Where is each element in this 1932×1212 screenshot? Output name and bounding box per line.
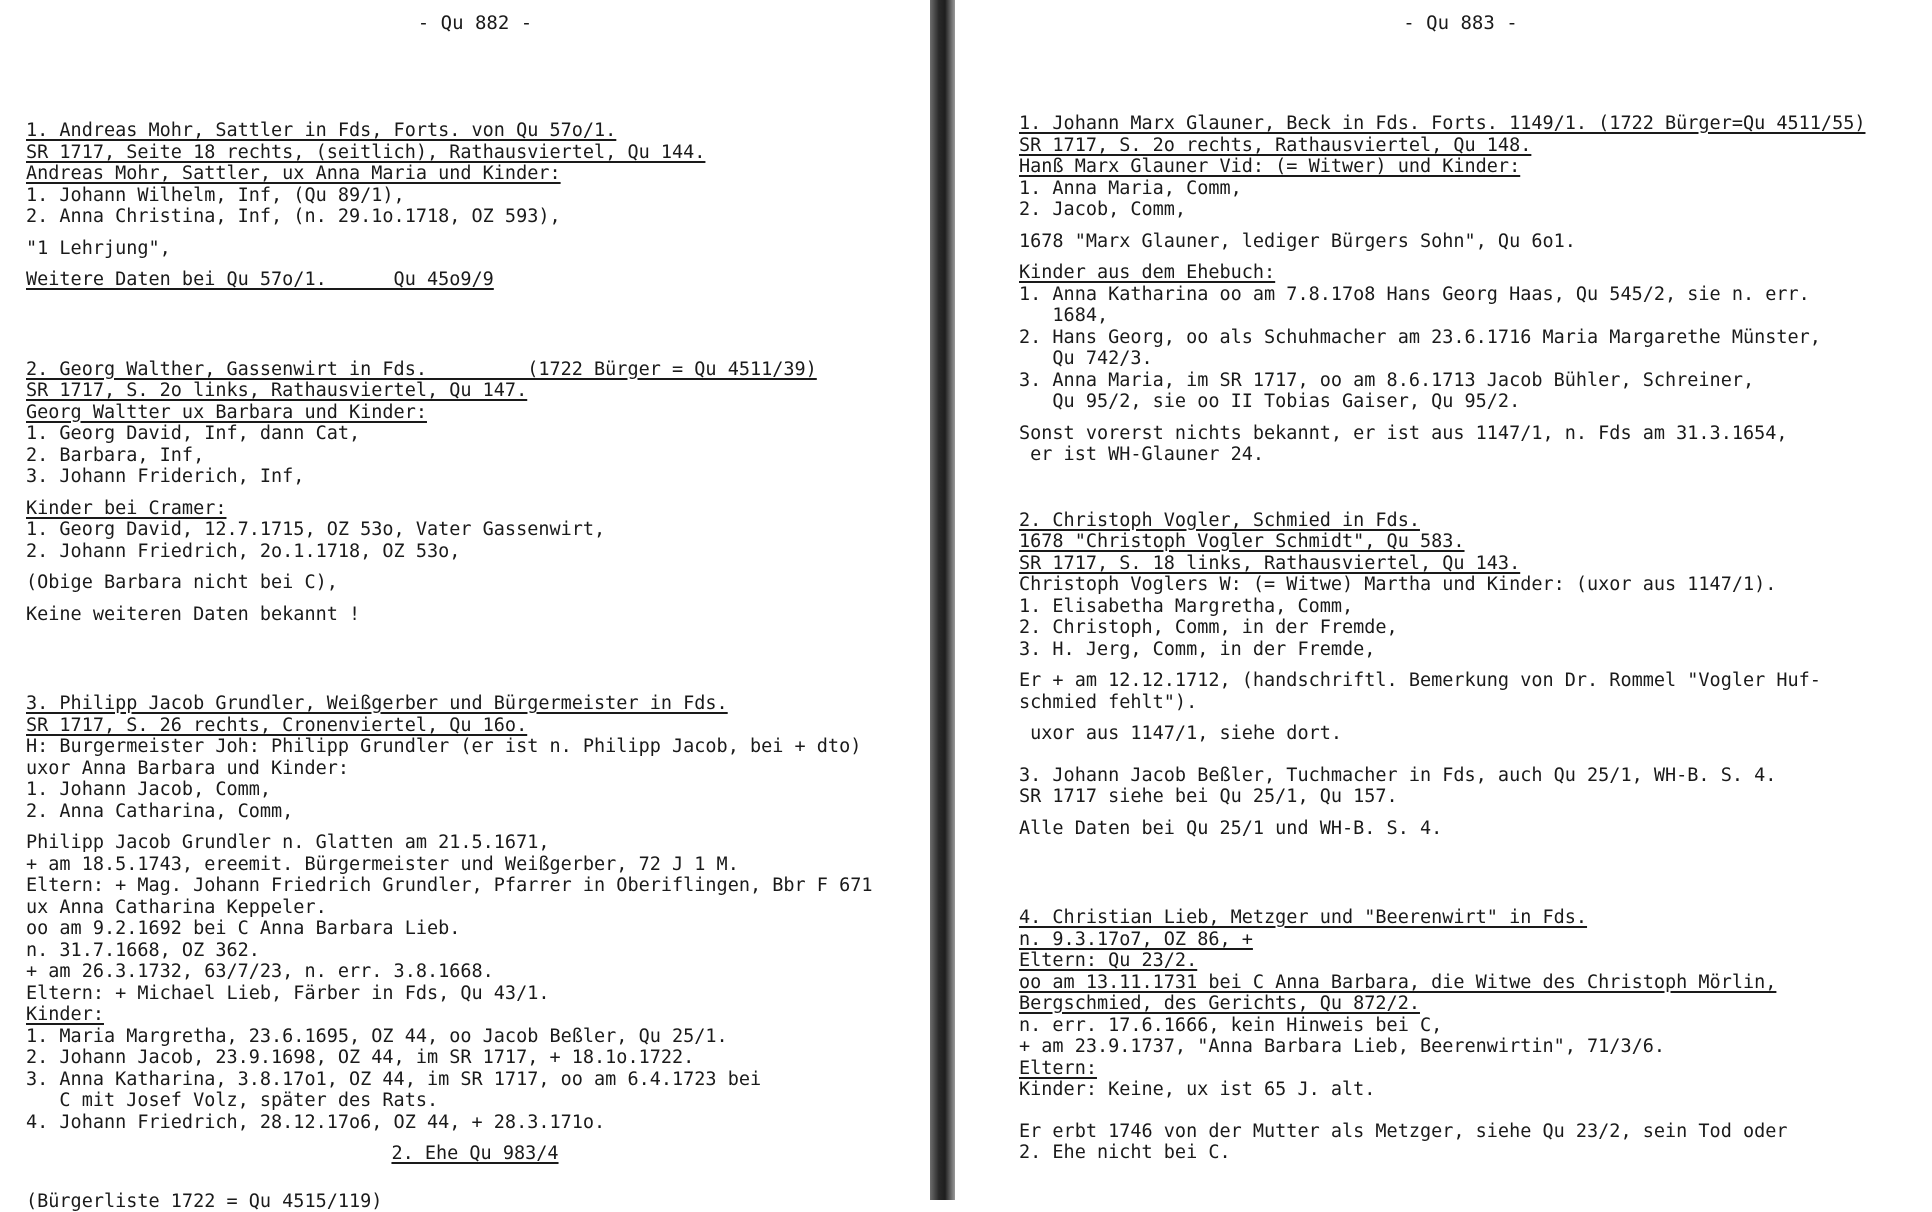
entry-line: 1. Anna Katharina oo am 7.8.17o8 Hans Georg Haas, Qu 545/2, sie n. err. bbox=[1019, 284, 1902, 306]
entry-line: oo am 13.11.1731 bei C Anna Barbara, die Witwe des Christoph Mörlin, bbox=[1019, 972, 1902, 994]
entry-line: + am 26.3.1732, 63/7/23, n. err. 3.8.1668. bbox=[26, 961, 924, 983]
entry-line: 3. Anna Katharina, 3.8.17o1, OZ 44, im SR 1717, oo am 6.4.1723 bei bbox=[26, 1069, 924, 1091]
entry-note: 1678 "Marx Glauner, lediger Bürgers Sohn", Qu 6o1. bbox=[1019, 231, 1902, 253]
left-page bbox=[0, 0, 930, 1200]
entry-line: 1. Johann Wilhelm, Inf, (Qu 89/1), bbox=[26, 185, 924, 207]
entry-line: Kinder aus dem Ehebuch: bbox=[1019, 262, 1902, 284]
entry-line: er ist WH-Glauner 24. bbox=[1019, 444, 1902, 466]
entry-line: 2. Barbara, Inf, bbox=[26, 445, 924, 467]
entry-line: SR 1717, S. 26 rechts, Cronenviertel, Qu 16o. bbox=[26, 715, 924, 737]
entry-line: Qu 95/2, sie oo II Tobias Gaiser, Qu 95/2. bbox=[1019, 391, 1902, 413]
entry-line: 3. Johann Friderich, Inf, bbox=[26, 466, 924, 488]
entry-line: 1. Johann Jacob, Comm, bbox=[26, 779, 924, 801]
entry-line: 1684, bbox=[1019, 305, 1902, 327]
entry-note bbox=[26, 1143, 924, 1165]
entry-line: SR 1717 siehe bei Qu 25/1, Qu 157. bbox=[1019, 786, 1902, 808]
entry-line: 2. Anna Catharina, Comm, bbox=[26, 801, 924, 823]
entry-line: 3. H. Jerg, Comm, in der Fremde, bbox=[1019, 639, 1902, 661]
entry-line: 2. Jacob, Comm, bbox=[1019, 199, 1902, 221]
right-page bbox=[955, 0, 1932, 1200]
entry-line: 1. Maria Margretha, 23.6.1695, OZ 44, oo Jacob Beßler, Qu 25/1. bbox=[26, 1026, 924, 1048]
entry-line: 1. Elisabetha Margretha, Comm, bbox=[1019, 596, 1902, 618]
entry-note: uxor aus 1147/1, siehe dort. bbox=[1019, 723, 1902, 745]
entry-line: 2. Hans Georg, oo als Schuhmacher am 23.6.1716 Maria Margarethe Münster, bbox=[1019, 327, 1902, 349]
entry-christian-lieb bbox=[1019, 907, 1902, 1164]
entry-line: 1678 "Christoph Vogler Schmidt", Qu 583. bbox=[1019, 531, 1902, 553]
entry-line: 2. Johann Jacob, 23.9.1698, OZ 44, im SR 1717, + 18.1o.1722. bbox=[26, 1047, 924, 1069]
entry-line: Qu 742/3. bbox=[1019, 348, 1902, 370]
entry-line: H: Burgermeister Joh: Philipp Grundler (er ist n. Philipp Jacob, bei + dto) bbox=[26, 736, 924, 758]
entry-line: Kinder: bbox=[26, 1004, 924, 1026]
entry-andreas-mohr bbox=[26, 120, 924, 291]
entry-line: Sonst vorerst nichts bekannt, er ist aus 1147/1, n. Fds am 31.3.1654, bbox=[1019, 423, 1902, 445]
entry-note: Keine weiteren Daten bekannt ! bbox=[26, 604, 924, 626]
entry-line: 1. Johann Marx Glauner, Beck in Fds. Forts. 1149/1. (1722 Bürger=Qu 4511/55) bbox=[1019, 113, 1902, 135]
entry-christoph-vogler bbox=[1019, 510, 1902, 745]
book-gutter bbox=[930, 0, 955, 1200]
entry-line: + am 23.9.1737, "Anna Barbara Lieb, Beerenwirtin", 71/3/6. bbox=[1019, 1036, 1902, 1058]
second-marriage-ref: 2. Ehe Qu 983/4 bbox=[391, 1143, 558, 1164]
entry-line: 1. Anna Maria, Comm, bbox=[1019, 178, 1902, 200]
entry-line: oo am 9.2.1692 bei C Anna Barbara Lieb. bbox=[26, 918, 924, 940]
entry-line: Georg Waltter ux Barbara und Kinder: bbox=[26, 402, 924, 424]
entry-line: Eltern: Qu 23/2. bbox=[1019, 950, 1902, 972]
entry-line: SR 1717, S. 18 links, Rathausviertel, Qu 143. bbox=[1019, 553, 1902, 575]
entry-johann-marx-glauner bbox=[1019, 113, 1902, 466]
entry-line: C mit Josef Volz, später des Rats. bbox=[26, 1090, 924, 1112]
entry-line: 2. Georg Walther, Gassenwirt in Fds. (1722 Bürger = Qu 4511/39) bbox=[26, 359, 924, 381]
entry-line: ux Anna Catharina Keppeler. bbox=[26, 897, 924, 919]
entry-line: Kinder: Keine, ux ist 65 J. alt. bbox=[1019, 1079, 1902, 1101]
entry-line: Andreas Mohr, Sattler, ux Anna Maria und Kinder: bbox=[26, 163, 924, 185]
entry-philipp-jacob-grundler bbox=[26, 693, 924, 1212]
entry-line: Eltern: + Michael Lieb, Färber in Fds, Qu 43/1. bbox=[26, 983, 924, 1005]
entry-note: "1 Lehrjung", bbox=[26, 238, 924, 260]
entry-line: Philipp Jacob Grundler n. Glatten am 21.5.1671, bbox=[26, 832, 924, 854]
entry-line: 2. Anna Christina, Inf, (n. 29.1o.1718, OZ 593), bbox=[26, 206, 924, 228]
entry-line: + am 18.5.1743, ereemit. Bürgermeister und Weißgerber, 72 J 1 M. bbox=[26, 854, 924, 876]
entry-line: 2. Johann Friedrich, 2o.1.1718, OZ 53o, bbox=[26, 541, 924, 563]
entry-johann-jacob-bessler bbox=[1019, 765, 1902, 840]
entry-line: 3. Philipp Jacob Grundler, Weißgerber und Bürgermeister in Fds. bbox=[26, 693, 924, 715]
entry-line: 2. Christoph Vogler, Schmied in Fds. bbox=[1019, 510, 1902, 532]
entry-line: 3. Johann Jacob Beßler, Tuchmacher in Fds, auch Qu 25/1, WH-B. S. 4. bbox=[1019, 765, 1902, 787]
entry-line: 1. Georg David, 12.7.1715, OZ 53o, Vater Gassenwirt, bbox=[26, 519, 924, 541]
entry-line: uxor Anna Barbara und Kinder: bbox=[26, 758, 924, 780]
entry-footer: (Bürgerliste 1722 = Qu 4515/119) bbox=[26, 1191, 924, 1212]
entry-note: Weitere Daten bei Qu 57o/1. Qu 45o9/9 bbox=[26, 269, 924, 291]
entry-line: Bergschmied, des Gerichts, Qu 872/2. bbox=[1019, 993, 1902, 1015]
entry-line: 4. Johann Friedrich, 28.12.17o6, OZ 44, + 28.3.171o. bbox=[26, 1112, 924, 1134]
entry-line: Er + am 12.12.1712, (handschriftl. Bemerkung von Dr. Rommel "Vogler Huf- bbox=[1019, 670, 1902, 692]
entry-line: 2. Christoph, Comm, in der Fremde, bbox=[1019, 617, 1902, 639]
entry-line: Er erbt 1746 von der Mutter als Metzger, siehe Qu 23/2, sein Tod oder bbox=[1019, 1121, 1902, 1143]
entry-note: (Obige Barbara nicht bei C), bbox=[26, 572, 924, 594]
page-number-left: - Qu 882 - bbox=[26, 12, 924, 34]
entry-line: Eltern: bbox=[1019, 1058, 1902, 1080]
entry-line: Christoph Voglers W: (= Witwe) Martha und Kinder: (uxor aus 1147/1). bbox=[1019, 574, 1902, 596]
entry-note: Alle Daten bei Qu 25/1 und WH-B. S. 4. bbox=[1019, 818, 1902, 840]
entry-line: SR 1717, Seite 18 rechts, (seitlich), Rathausviertel, Qu 144. bbox=[26, 142, 924, 164]
entry-line: Hanß Marx Glauner Vid: (= Witwer) und Kinder: bbox=[1019, 156, 1902, 178]
entry-line: SR 1717, S. 2o links, Rathausviertel, Qu 147. bbox=[26, 380, 924, 402]
entry-georg-walther bbox=[26, 359, 924, 626]
entry-line: n. 31.7.1668, OZ 362. bbox=[26, 940, 924, 962]
page-number-right: - Qu 883 - bbox=[1019, 12, 1902, 34]
entry-line: n. err. 17.6.1666, kein Hinweis bei C, bbox=[1019, 1015, 1902, 1037]
entry-line: n. 9.3.17o7, OZ 86, + bbox=[1019, 929, 1902, 951]
entry-line: 4. Christian Lieb, Metzger und "Beerenwirt" in Fds. bbox=[1019, 907, 1902, 929]
entry-line: Eltern: + Mag. Johann Friedrich Grundler, Pfarrer in Oberiflingen, Bbr F 671 bbox=[26, 875, 924, 897]
entry-line: schmied fehlt"). bbox=[1019, 692, 1902, 714]
entry-line: SR 1717, S. 2o rechts, Rathausviertel, Qu 148. bbox=[1019, 135, 1902, 157]
entry-line: 2. Ehe nicht bei C. bbox=[1019, 1142, 1902, 1164]
entry-line: Kinder bei Cramer: bbox=[26, 498, 924, 520]
entry-line: 1. Georg David, Inf, dann Cat, bbox=[26, 423, 924, 445]
entry-line: 1. Andreas Mohr, Sattler in Fds, Forts. von Qu 57o/1. bbox=[26, 120, 924, 142]
entry-line: 3. Anna Maria, im SR 1717, oo am 8.6.1713 Jacob Bühler, Schreiner, bbox=[1019, 370, 1902, 392]
